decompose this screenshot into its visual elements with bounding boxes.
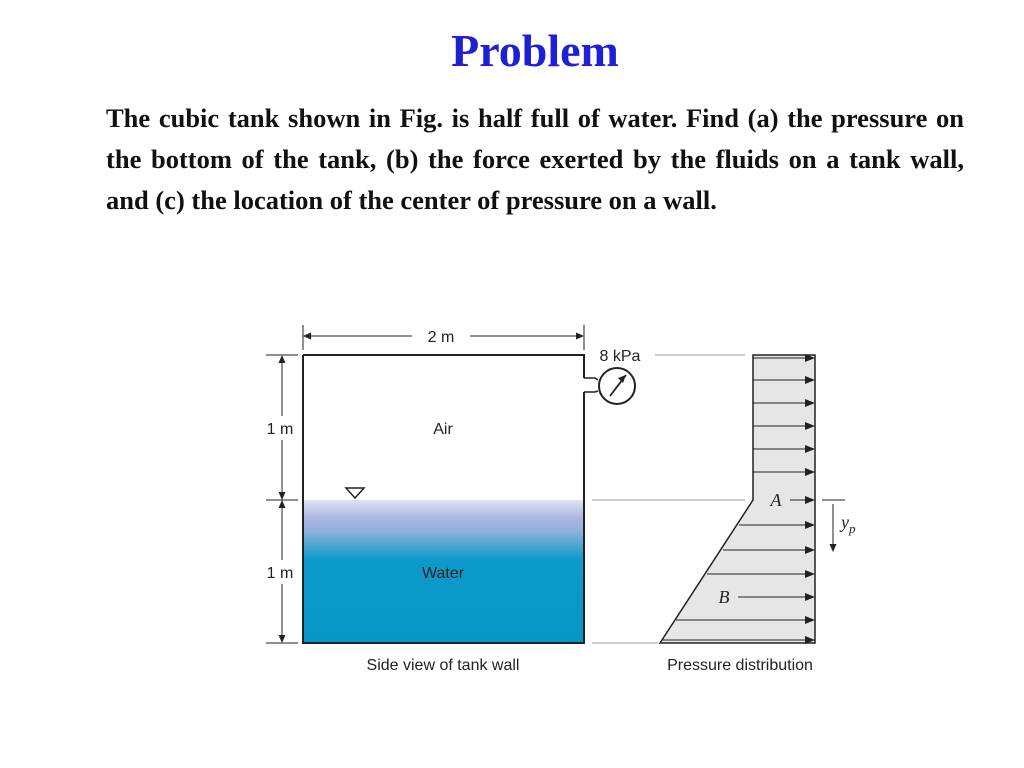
- gauge-reading-label: 8 kPa: [599, 348, 641, 365]
- air-height-label: 1 m: [266, 421, 294, 438]
- pressure-distribution: [660, 355, 815, 643]
- water-height-label: 1 m: [266, 565, 294, 582]
- water-label: Water: [421, 565, 465, 582]
- air-label: Air: [433, 421, 453, 438]
- point-a-label: A: [770, 490, 782, 510]
- pressure-gauge-icon: [599, 368, 635, 404]
- problem-statement: The cubic tank shown in Fig. is half full of water. Find (a) the pressure on the bottom of the tank, (b) the force exerted by the fluids on a tank wall, and (c) the location of the center of pressure on a wall.: [106, 103, 964, 215]
- width-label: 2 m: [427, 329, 455, 346]
- caption-pressure-distribution: Pressure distribution: [667, 657, 813, 674]
- page-title: Problem: [451, 25, 619, 76]
- free-surface-icon: [346, 488, 364, 498]
- caption-side-view: Side view of tank wall: [366, 657, 520, 674]
- point-b-label: B: [718, 587, 730, 607]
- gauge-pipe: [584, 378, 598, 392]
- yp-label: $y_p$: [841, 512, 856, 536]
